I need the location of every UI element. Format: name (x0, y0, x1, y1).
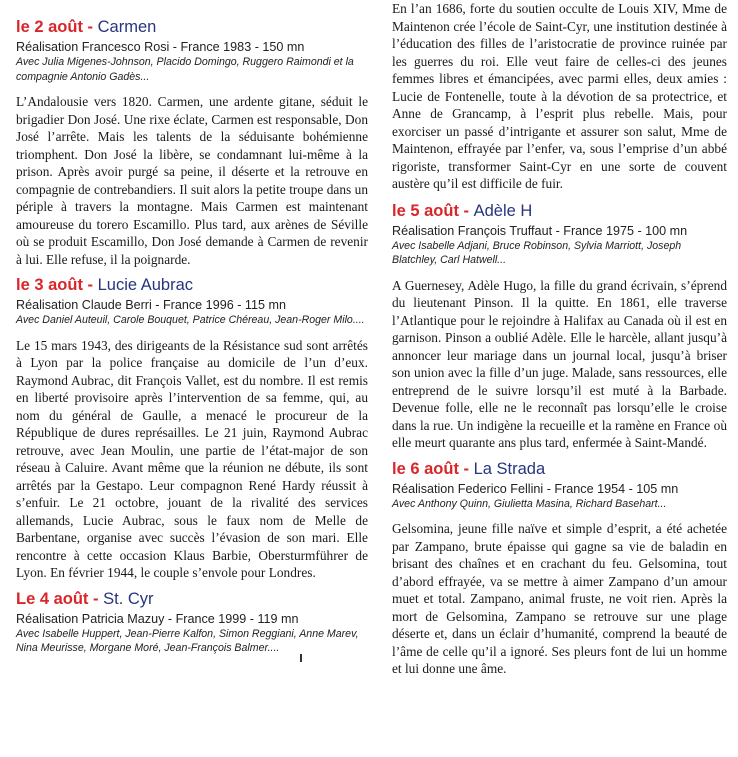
film-entry-carmen (16, 0, 368, 268)
film-date: le 3 août (16, 276, 83, 294)
film-date: le 2 août (16, 18, 83, 36)
film-synopsis: L’Andalousie vers 1820. Carmen, une ardente gitane, séduit le brigadier Don José. Une rixe éclate, Carmen est responsable, Don José l’arrête. Mais les talents de la séduisante bohémienne triomphent. Don José la libère, se condamnant lui-même à la prison. Après avoir purgé sa peine, il déserte et la retrouve en compagnie de contrebandiers. Il suit alors la petite troupe dans un périple à travers la montagne. Mais Carmen est maintenant amoureuse du torero Escamillo. Plus tard, aux arènes de Séville où se produit Escamillo, Don José demande à Carmen de revenir à lui. Elle refuse, il la poignarde. (16, 94, 368, 267)
film-credit: Réalisation François Truffaut - France 1975 - 100 mn (392, 223, 688, 238)
column-tick-mark (300, 654, 302, 662)
film-entry-la-strada (392, 460, 727, 678)
film-title: Adèle H (473, 201, 533, 220)
film-heading: le 3 août - Lucie Aubrac (16, 276, 194, 294)
left-column (16, 0, 368, 665)
film-cast: Avec Isabelle Adjani, Bruce Robinson, Sylvia Marriott, Joseph Blatchley, Carl Hatwell... (392, 239, 682, 266)
film-date: Le 4 août (16, 589, 89, 608)
film-title: La Strada (473, 459, 546, 478)
film-cast: Avec Julia Migenes-Johnson, Placido Domingo, Ruggero Raimondi et la compagnie Antonio Gadès... (16, 56, 354, 83)
film-credit: Réalisation Francesco Rosi - France 1983 - 150 mn (16, 40, 305, 54)
film-synopsis: A Guernesey, Adèle Hugo, la fille du grand écrivain, s’éprend du lieutenant Pinson. Il la quitte. En 1861, elle traverse l’Atlantique pour le rejoindre à Halifax au Canada où il est en garnison. Pinson a oublié Adèle. Elle le harcèle, allant jusqu’à annoncer leur mariage dans un journal local, jusqu’à briser son union avec la fille d’un juge. Malade, sans ressources, elle entreprend de le suivre lorsqu’il est muté à la Barbade. Devenue folle, elle ne le reconnaît pas lorsqu’elle le croise dans la rue. Un indigène la recueille et la ramène en France où elle meurt quarante ans plus tard, enfermée à Saint-Mandé. (392, 277, 727, 450)
film-cast: Avec Anthony Quinn, Giulietta Masina, Richard Basehart... (392, 497, 667, 510)
film-date: le 6 août (392, 459, 459, 478)
film-synopsis: Gelsomina, jeune fille naïve et simple d’esprit, a été achetée par Zampano, brute épaisse qui gagne sa vie de baladin en brisant des chaînes et en crachant du feu. Gelsomina, tout d’abord effrayée, va se mettre à aimer Zampano d’un amour muet et total. Zampano, animal fruste, ne voit rien. Après la mort de Gelsomina, Zampano se retrouve sur une plage déserte et, dans un éclair d’humanité, comprend la beauté de l’âme de celle qu’il a ignoré. Ses pleurs font de lui un homme et lui donne une âme. (392, 521, 727, 676)
film-cast: Avec Isabelle Huppert, Jean-Pierre Kalfon, Simon Reggiani, Anne Marev, Nina Meurisse, Morgane Moré, Jean-François Balmer.... (16, 627, 359, 654)
film-heading: Le 4 août - St. Cyr (16, 589, 154, 608)
film-credit: Réalisation Federico Fellini - France 1954 - 105 mn (392, 481, 679, 496)
film-title: Lucie Aubrac (97, 276, 194, 294)
film-credit: Réalisation Claude Berri - France 1996 - 115 mn (16, 298, 286, 312)
film-title: St. Cyr (103, 589, 154, 608)
film-title: Carmen (97, 18, 157, 36)
film-entry-adele-h (392, 202, 727, 452)
right-column (392, 0, 727, 686)
film-credit: Réalisation Patricia Mazuy - France 1999 - 119 mn (16, 611, 299, 626)
film-heading: le 5 août - Adèle H (392, 201, 533, 220)
film-heading: le 2 août - Carmen (16, 18, 157, 36)
film-heading: le 6 août - La Strada (392, 459, 546, 478)
film-cast: Avec Daniel Auteuil, Carole Bouquet, Patrice Chéreau, Jean-Roger Milo.... (16, 314, 365, 326)
film-synopsis-continued: En l’an 1686, forte du soutien occulte de Louis XIV, Mme de Maintenon crée l’école de Saint-Cyr, une institution destinée à l’éducation des filles de l’aristocratie de province ruinée par les guerres du roi. Elle veut faire de celles-ci des jeunes femmes libres et émancipées, avec parmi elles, deux amies : Lucie de Fontenelle, toute à la dévotion de sa protectrice, et Anne de Grancamp, à l’esprit plus rebelle. Mais, pour exorciser un passé d’intrigante et assurer son salut, Mme de Maintenon, effrayée par l’enfer, va, sous l’emprise d’un abbé rigoriste, transformer Saint-Cyr en une sorte de couvent austère qu’il est difficile de fuir. (392, 1, 727, 191)
film-synopsis: Le 15 mars 1943, des dirigeants de la Résistance sud sont arrêtés à Lyon par la police française au domicile de l’un d’eux. Raymond Aubrac, dit François Vallet, est du nombre. Il est remis en liberté provisoire après l’intervention de sa femme, qui, au nom du général de Gaulle, a menacé le procureur de la République de dures représailles. Le 21 juin, Raymond Aubrac retrouve, avec Jean Moulin, une partie de l’état-major de son réseau à Caluire. Avant même que la réunion ne débute, ils sont arrêtés par la Gestapo. Leur compagnon René Hardy réussit à s’enfuir. Le 21 octobre, jouant de la rivalité des services allemands, Lucie Aubrac, sous le faux nom de Melle de Barbentane, organise avec succès l’évasion de son mari. Elle rencontre à cette occasion Klaus Barbie, Obersturmführer de Lyon. En février 1944, le couple s’envole pour Londres. (16, 337, 368, 580)
film-entry-st-cyr (16, 590, 368, 656)
film-entry-lucie-aubrac (16, 276, 368, 582)
film-date: le 5 août (392, 201, 459, 220)
